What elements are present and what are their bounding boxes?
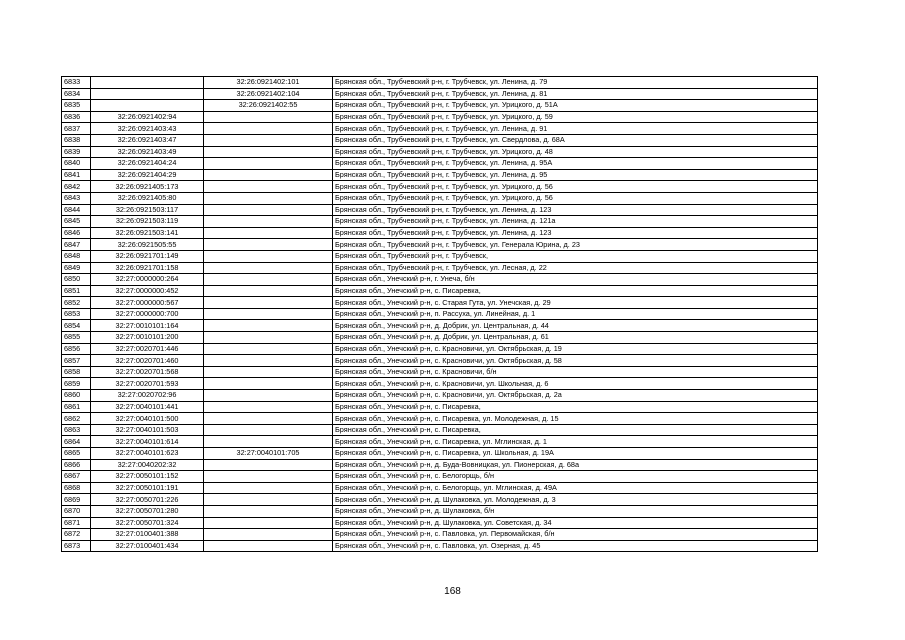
row-number-cell: 6864 xyxy=(62,436,91,448)
registry-table xyxy=(61,76,818,552)
row-number-cell: 6868 xyxy=(62,482,91,494)
address-cell: Брянская обл., Трубчевский р-н, г. Трубчевск, ул. Ленина, д. 95А xyxy=(333,158,818,170)
cadastral-number-cell xyxy=(91,100,204,112)
cadastral-number-cell: 32:26:0921503:141 xyxy=(91,227,204,239)
related-cadastral-number-cell xyxy=(204,192,333,204)
table-row xyxy=(62,471,818,483)
table-row xyxy=(62,111,818,123)
row-number-cell: 6848 xyxy=(62,250,91,262)
address-cell: Брянская обл., Трубчевский р-н, г. Трубчевск, ул. Урицкого, д. 59 xyxy=(333,111,818,123)
related-cadastral-number-cell xyxy=(204,401,333,413)
table-row xyxy=(62,424,818,436)
cadastral-number-cell: 32:27:0100401:434 xyxy=(91,540,204,552)
address-cell: Брянская обл., Унечский р-н, д. Добрик, ул. Центральная, д. 44 xyxy=(333,320,818,332)
registry-table-body xyxy=(62,77,818,552)
address-cell: Брянская обл., Унечский р-н, с. Писаревка, ул. Молодежная, д. 15 xyxy=(333,413,818,425)
address-cell: Брянская обл., Трубчевский р-н, г. Трубчевск, ул. Урицкого, д. 56 xyxy=(333,192,818,204)
table-row xyxy=(62,343,818,355)
table-row xyxy=(62,505,818,517)
row-number-cell: 6866 xyxy=(62,459,91,471)
address-cell: Брянская обл., Унечский р-н, с. Белогорщь, ул. Мглинская, д. 49А xyxy=(333,482,818,494)
table-row xyxy=(62,494,818,506)
cadastral-number-cell: 32:27:0050701:324 xyxy=(91,517,204,529)
cadastral-number-cell: 32:26:0921404:24 xyxy=(91,158,204,170)
row-number-cell: 6846 xyxy=(62,227,91,239)
table-row xyxy=(62,482,818,494)
related-cadastral-number-cell xyxy=(204,134,333,146)
address-cell: Брянская обл., Трубчевский р-н, г. Трубчевск, ул. Урицкого, д. 51А xyxy=(333,100,818,112)
related-cadastral-number-cell xyxy=(204,158,333,170)
address-cell: Брянская обл., Унечский р-н, с. Писаревка, xyxy=(333,424,818,436)
related-cadastral-number-cell xyxy=(204,471,333,483)
cadastral-number-cell: 32:26:0921403:49 xyxy=(91,146,204,158)
row-number-cell: 6842 xyxy=(62,181,91,193)
cadastral-number-cell: 32:27:0050101:152 xyxy=(91,471,204,483)
cadastral-number-cell: 32:26:0921503:117 xyxy=(91,204,204,216)
address-cell: Брянская обл., Унечский р-н, г. Унеча, б/н xyxy=(333,274,818,286)
address-cell: Брянская обл., Унечский р-н, п. Рассуха, ул. Линейная, д. 1 xyxy=(333,308,818,320)
row-number-cell: 6851 xyxy=(62,285,91,297)
table-row xyxy=(62,308,818,320)
row-number-cell: 6872 xyxy=(62,529,91,541)
row-number-cell: 6855 xyxy=(62,332,91,344)
related-cadastral-number-cell xyxy=(204,390,333,402)
cadastral-number-cell: 32:27:0040101:500 xyxy=(91,413,204,425)
cadastral-number-cell: 32:27:0040101:623 xyxy=(91,448,204,460)
address-cell: Брянская обл., Унечский р-н, д. Шулаковка, б/н xyxy=(333,505,818,517)
cadastral-number-cell: 32:27:0000000:567 xyxy=(91,297,204,309)
related-cadastral-number-cell xyxy=(204,169,333,181)
address-cell: Брянская обл., Унечский р-н, с. Красновичи, ул. Октябрьская, д. 58 xyxy=(333,355,818,367)
cadastral-number-cell: 32:26:0921402:94 xyxy=(91,111,204,123)
cadastral-number-cell: 32:27:0020701:568 xyxy=(91,366,204,378)
related-cadastral-number-cell xyxy=(204,146,333,158)
cadastral-number-cell: 32:27:0050101:191 xyxy=(91,482,204,494)
row-number-cell: 6871 xyxy=(62,517,91,529)
table-row xyxy=(62,390,818,402)
address-cell: Брянская обл., Трубчевский р-н, г. Трубчевск, ул. Ленина, д. 81 xyxy=(333,88,818,100)
cadastral-number-cell: 32:27:0020701:446 xyxy=(91,343,204,355)
related-cadastral-number-cell xyxy=(204,378,333,390)
related-cadastral-number-cell xyxy=(204,297,333,309)
page-number: 168 xyxy=(444,586,461,597)
cadastral-number-cell: 32:27:0100401:388 xyxy=(91,529,204,541)
row-number-cell: 6856 xyxy=(62,343,91,355)
table-row xyxy=(62,262,818,274)
related-cadastral-number-cell xyxy=(204,274,333,286)
table-row xyxy=(62,77,818,89)
related-cadastral-number-cell xyxy=(204,366,333,378)
address-cell: Брянская обл., Трубчевский р-н, г. Трубчевск, ул. Ленина, д. 91 xyxy=(333,123,818,135)
related-cadastral-number-cell xyxy=(204,308,333,320)
row-number-cell: 6852 xyxy=(62,297,91,309)
row-number-cell: 6845 xyxy=(62,216,91,228)
related-cadastral-number-cell xyxy=(204,250,333,262)
related-cadastral-number-cell xyxy=(204,332,333,344)
table-row xyxy=(62,239,818,251)
related-cadastral-number-cell: 32:26:0921402:101 xyxy=(204,77,333,89)
table-row xyxy=(62,355,818,367)
address-cell: Брянская обл., Трубчевский р-н, г. Трубчевск, xyxy=(333,250,818,262)
address-cell: Брянская обл., Унечский р-н, с. Писаревка, ул. Школьная, д. 19А xyxy=(333,448,818,460)
table-row xyxy=(62,100,818,112)
table-row xyxy=(62,204,818,216)
related-cadastral-number-cell xyxy=(204,540,333,552)
row-number-cell: 6870 xyxy=(62,505,91,517)
address-cell: Брянская обл., Унечский р-н, с. Писаревка, xyxy=(333,285,818,297)
address-cell: Брянская обл., Унечский р-н, д. Добрик, ул. Центральная, д. 61 xyxy=(333,332,818,344)
address-cell: Брянская обл., Трубчевский р-н, г. Трубчевск, ул. Ленина, д. 123 xyxy=(333,204,818,216)
row-number-cell: 6833 xyxy=(62,77,91,89)
table-row xyxy=(62,123,818,135)
table-row xyxy=(62,448,818,460)
row-number-cell: 6839 xyxy=(62,146,91,158)
cadastral-number-cell: 32:27:0020701:593 xyxy=(91,378,204,390)
address-cell: Брянская обл., Трубчевский р-н, г. Трубчевск, ул. Генерала Юрина, д. 23 xyxy=(333,239,818,251)
table-row xyxy=(62,297,818,309)
cadastral-number-cell: 32:27:0040101:441 xyxy=(91,401,204,413)
row-number-cell: 6873 xyxy=(62,540,91,552)
table-row xyxy=(62,192,818,204)
row-number-cell: 6861 xyxy=(62,401,91,413)
cadastral-number-cell: 32:26:0921503:119 xyxy=(91,216,204,228)
row-number-cell: 6841 xyxy=(62,169,91,181)
cadastral-number-cell: 32:26:0921405:80 xyxy=(91,192,204,204)
table-row xyxy=(62,250,818,262)
related-cadastral-number-cell xyxy=(204,517,333,529)
cadastral-number-cell: 32:26:0921403:43 xyxy=(91,123,204,135)
related-cadastral-number-cell xyxy=(204,482,333,494)
table-row xyxy=(62,332,818,344)
related-cadastral-number-cell xyxy=(204,181,333,193)
row-number-cell: 6862 xyxy=(62,413,91,425)
row-number-cell: 6844 xyxy=(62,204,91,216)
cadastral-number-cell: 32:27:0040202:32 xyxy=(91,459,204,471)
table-row xyxy=(62,181,818,193)
related-cadastral-number-cell xyxy=(204,239,333,251)
row-number-cell: 6858 xyxy=(62,366,91,378)
table-row xyxy=(62,459,818,471)
cadastral-number-cell xyxy=(91,77,204,89)
table-row xyxy=(62,227,818,239)
cadastral-number-cell: 32:27:0000000:452 xyxy=(91,285,204,297)
table-row xyxy=(62,134,818,146)
cadastral-number-cell: 32:27:0010101:200 xyxy=(91,332,204,344)
related-cadastral-number-cell xyxy=(204,413,333,425)
cadastral-number-cell: 32:27:0020701:460 xyxy=(91,355,204,367)
row-number-cell: 6865 xyxy=(62,448,91,460)
row-number-cell: 6849 xyxy=(62,262,91,274)
row-number-cell: 6857 xyxy=(62,355,91,367)
address-cell: Брянская обл., Трубчевский р-н, г. Трубчевск, ул. Ленина, д. 121а xyxy=(333,216,818,228)
table-row xyxy=(62,401,818,413)
row-number-cell: 6835 xyxy=(62,100,91,112)
cadastral-number-cell: 32:26:0921403:47 xyxy=(91,134,204,146)
cadastral-number-cell: 32:27:0040101:614 xyxy=(91,436,204,448)
cadastral-number-cell: 32:26:0921404:29 xyxy=(91,169,204,181)
address-cell: Брянская обл., Унечский р-н, д. Шулаковка, ул. Молодежная, д. 3 xyxy=(333,494,818,506)
address-cell: Брянская обл., Унечский р-н, с. Писаревка, ул. Мглинская, д. 1 xyxy=(333,436,818,448)
related-cadastral-number-cell: 32:26:0921402:104 xyxy=(204,88,333,100)
table-row xyxy=(62,285,818,297)
table-row xyxy=(62,216,818,228)
related-cadastral-number-cell xyxy=(204,436,333,448)
row-number-cell: 6843 xyxy=(62,192,91,204)
cadastral-number-cell: 32:26:0921701:158 xyxy=(91,262,204,274)
address-cell: Брянская обл., Унечский р-н, с. Павловка, ул. Первомайская, б/н xyxy=(333,529,818,541)
related-cadastral-number-cell: 32:26:0921402:55 xyxy=(204,100,333,112)
cadastral-number-cell: 32:27:0050701:226 xyxy=(91,494,204,506)
related-cadastral-number-cell xyxy=(204,459,333,471)
related-cadastral-number-cell xyxy=(204,204,333,216)
row-number-cell: 6837 xyxy=(62,123,91,135)
row-number-cell: 6850 xyxy=(62,274,91,286)
related-cadastral-number-cell xyxy=(204,285,333,297)
row-number-cell: 6836 xyxy=(62,111,91,123)
row-number-cell: 6853 xyxy=(62,308,91,320)
row-number-cell: 6860 xyxy=(62,390,91,402)
address-cell: Брянская обл., Унечский р-н, с. Старая Гута, ул. Унечская, д. 29 xyxy=(333,297,818,309)
table-row xyxy=(62,517,818,529)
cadastral-number-cell: 32:27:0040101:503 xyxy=(91,424,204,436)
row-number-cell: 6863 xyxy=(62,424,91,436)
address-cell: Брянская обл., Трубчевский р-н, г. Трубчевск, ул. Ленина, д. 79 xyxy=(333,77,818,89)
table-row xyxy=(62,529,818,541)
related-cadastral-number-cell xyxy=(204,320,333,332)
cadastral-number-cell: 32:26:0921405:173 xyxy=(91,181,204,193)
row-number-cell: 6854 xyxy=(62,320,91,332)
address-cell: Брянская обл., Унечский р-н, с. Красновичи, б/н xyxy=(333,366,818,378)
cadastral-number-cell xyxy=(91,88,204,100)
address-cell: Брянская обл., Унечский р-н, д. Буда-Вовницкая, ул. Пионерская, д. 68а xyxy=(333,459,818,471)
row-number-cell: 6840 xyxy=(62,158,91,170)
cadastral-number-cell: 32:27:0000000:700 xyxy=(91,308,204,320)
address-cell: Брянская обл., Трубчевский р-н, г. Трубчевск, ул. Ленина, д. 123 xyxy=(333,227,818,239)
table-row xyxy=(62,540,818,552)
related-cadastral-number-cell xyxy=(204,111,333,123)
related-cadastral-number-cell xyxy=(204,424,333,436)
table-row xyxy=(62,88,818,100)
related-cadastral-number-cell xyxy=(204,343,333,355)
address-cell: Брянская обл., Унечский р-н, с. Белогорщь, б/н xyxy=(333,471,818,483)
related-cadastral-number-cell xyxy=(204,216,333,228)
cadastral-number-cell: 32:27:0000000:264 xyxy=(91,274,204,286)
address-cell: Брянская обл., Унечский р-н, д. Шулаковка, ул. Советская, д. 34 xyxy=(333,517,818,529)
address-cell: Брянская обл., Унечский р-н, с. Писаревка, xyxy=(333,401,818,413)
address-cell: Брянская обл., Трубчевский р-н, г. Трубчевск, ул. Урицкого, д. 48 xyxy=(333,146,818,158)
address-cell: Брянская обл., Унечский р-н, с. Красновичи, ул. Октябрьская, д. 19 xyxy=(333,343,818,355)
related-cadastral-number-cell xyxy=(204,529,333,541)
cadastral-number-cell: 32:27:0020702:96 xyxy=(91,390,204,402)
address-cell: Брянская обл., Трубчевский р-н, г. Трубчевск, ул. Лесная, д. 22 xyxy=(333,262,818,274)
row-number-cell: 6834 xyxy=(62,88,91,100)
address-cell: Брянская обл., Трубчевский р-н, г. Трубчевск, ул. Свердлова, д. 68А xyxy=(333,134,818,146)
address-cell: Брянская обл., Унечский р-н, с. Красновичи, ул. Школьная, д. 6 xyxy=(333,378,818,390)
table-row xyxy=(62,158,818,170)
related-cadastral-number-cell xyxy=(204,123,333,135)
table-row xyxy=(62,366,818,378)
related-cadastral-number-cell xyxy=(204,494,333,506)
row-number-cell: 6867 xyxy=(62,471,91,483)
table-row xyxy=(62,436,818,448)
table-row xyxy=(62,274,818,286)
row-number-cell: 6847 xyxy=(62,239,91,251)
related-cadastral-number-cell xyxy=(204,505,333,517)
related-cadastral-number-cell xyxy=(204,355,333,367)
cadastral-number-cell: 32:27:0050701:280 xyxy=(91,505,204,517)
row-number-cell: 6838 xyxy=(62,134,91,146)
table-row xyxy=(62,169,818,181)
cadastral-number-cell: 32:26:0921701:149 xyxy=(91,250,204,262)
table-row xyxy=(62,146,818,158)
table-row xyxy=(62,413,818,425)
related-cadastral-number-cell xyxy=(204,262,333,274)
table-row xyxy=(62,378,818,390)
address-cell: Брянская обл., Унечский р-н, с. Павловка, ул. Озерная, д. 45 xyxy=(333,540,818,552)
cadastral-number-cell: 32:27:0010101:164 xyxy=(91,320,204,332)
related-cadastral-number-cell: 32:27:0040101:705 xyxy=(204,448,333,460)
related-cadastral-number-cell xyxy=(204,227,333,239)
cadastral-number-cell: 32:26:0921505:55 xyxy=(91,239,204,251)
row-number-cell: 6859 xyxy=(62,378,91,390)
address-cell: Брянская обл., Трубчевский р-н, г. Трубчевск, ул. Урицкого, д. 56 xyxy=(333,181,818,193)
address-cell: Брянская обл., Унечский р-н, с. Красновичи, ул. Октябрьская, д. 2а xyxy=(333,390,818,402)
address-cell: Брянская обл., Трубчевский р-н, г. Трубчевск, ул. Ленина, д. 95 xyxy=(333,169,818,181)
table-row xyxy=(62,320,818,332)
row-number-cell: 6869 xyxy=(62,494,91,506)
